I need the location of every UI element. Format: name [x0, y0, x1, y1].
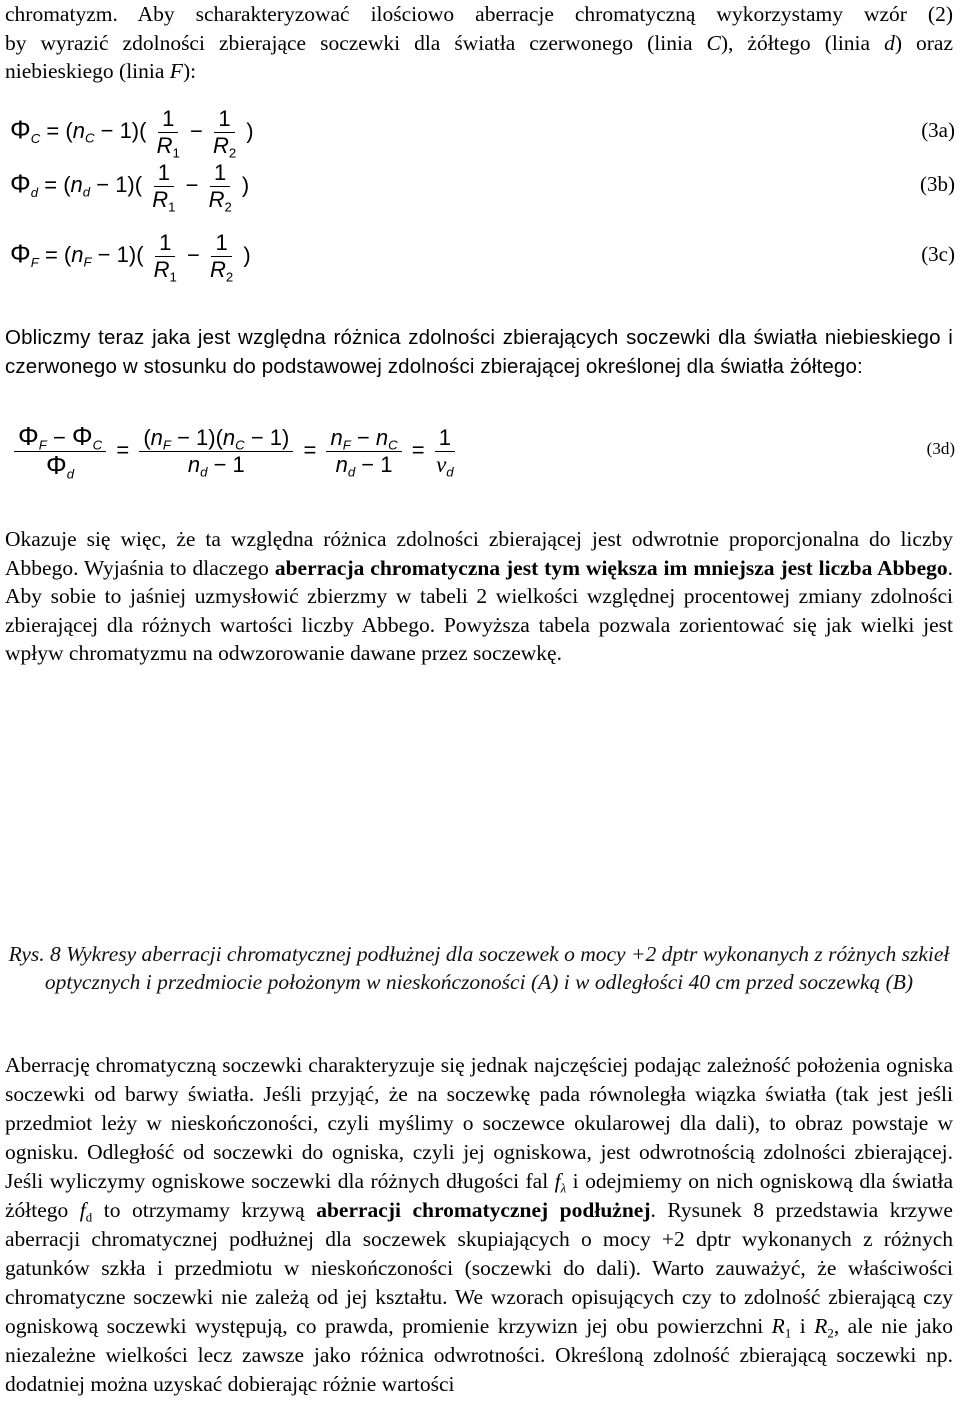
relative-difference-paragraph: Obliczmy teraz jaka jest względna różnica zdolności zbierających soczewki dla światła niebieskiego i czerwonego w stosunku do podstawowej zdolności zbierającej określonej dla światła żółtego:	[5, 326, 953, 378]
intro-paragraph	[5, 0, 953, 86]
equation-3c: $\Phi_F = (n_F - 1)$( $\frac{1}{R_1}$ − $\frac{1}{R_2}$ ) (3c)	[10, 230, 955, 285]
longitudinal-aberration-paragraph: Aberrację chromatyczną soczewki charakteryzuje się jednak najczęściej podając zależność położenia ogniska soczewki od barwy światła. Jeśli przyjąć, że na soczewkę pada równoległa wiązka światła (tak jest jeśli przedmiot leży w nieskończoności, czyli myślimy o soczewce okularowej dla dali), to obraz powstaje w ognisku. Odległość od soczewki do ogniska, czyli jej ogniskowa, jest odwrotnością zdolności zbierającej. Jeśli wyliczymy ogniskowe soczewki dla różnych długości fal $f_\lambda$ i odejmiemy on nich ogniskową dla światła żółtego $f_d$ to otrzymamy krzywą aberracji chromatycznej podłużnej. Rysunek 8 przedstawia krzywe aberracji chromatycznej podłużnej dla soczewek skupiających o mocy +2 dptr wykonanych z różnych gatunków szkła i przedmiotu w nieskończoności (soczewki do dali). Warto zauważyć, że właściwości chromatyczne soczewki nie zależą od jej kształtu. We wzorach opisujących czy to zdolność zbierającą czy ogniskową soczewki występują, co prawda, promienie krzywizn jej obu powierzchni $R_1$ i $R_2$, ale nie jako niezależne wielkości lecz zawsze jako różnica odwrotności. Określoną zdolność zbierającą soczewki np. dodatniej można uzyskać dobierając różnie wartości	[5, 1053, 953, 1396]
intro-line-2: by wyrazić zdolności zbierające soczewki dla światła czerwonego (linia C), żółtego (linia d) oraz	[5, 30, 953, 55]
equation-3a: $\Phi_C = (n_C - 1)$( $\frac{1}{R_1}$ − $\frac{1}{R_2}$ ) (3a)	[10, 106, 955, 161]
equation-3b: $\Phi_d = (n_d - 1)$( $\frac{1}{R_1}$ − $\frac{1}{R_2}$ ) (3b)	[10, 160, 955, 215]
equation-number-3c: (3c)	[921, 242, 955, 266]
figure-8-placeholder	[5, 700, 953, 935]
longitudinal-aberration-emphasis: aberracji chromatycznej podłużnej	[316, 1198, 651, 1222]
figure-8-caption: Rys. 8 Wykresy aberracji chromatycznej podłużnej dla soczewek o mocy +2 dptr wykonanych z różnych szkieł optycznych i przedmiocie położonym w nieskończoności (A) i w odległości 40 cm przed soczewką (B)	[8, 942, 950, 994]
abbe-paragraph: Okazuje się więc, że ta względna różnica zdolności zbierającej jest odwrotnie proporcjonalna do liczby Abbego. Wyjaśnia to dlaczego aberracja chromatyczna jest tym większa im mniejsza jest liczba Abbego. Aby sobie to jaśniej uzmysłowić zbierzmy w tabeli 2 wielkości względnej procentowej zmiany zdolności zbierającej dla różnych wartości liczby Abbego. Powyższa tabela pozwala zorientować się jak wielki jest wpływ chromatyzmu na odwzorowanie dawane przez soczewkę.	[5, 527, 953, 665]
equation-number-3a: (3a)	[921, 118, 955, 142]
equation-3d: $\frac{\Phi_F - \Phi_C}{\Phi_d}$ = $\frac{(n_F - 1)(n_C - 1)}{n_d - 1}$ = $\frac{n_F - n_C}{n_d - 1}$ = $\frac{1}{\nu_d}$ (3d)	[10, 425, 955, 495]
intro-line-1: chromatyzm. Aby scharakteryzować ilościowo aberracje chromatyczną wykorzystamy wzór (2)	[5, 2, 953, 26]
abbe-emphasis: aberracja chromatyczna jest tym większa im mniejsza jest liczba Abbego	[274, 555, 948, 580]
intro-line-3: niebieskiego (linia F):	[5, 59, 197, 83]
equation-number-3d: (3d)	[926, 439, 955, 458]
equation-number-3b: (3b)	[920, 172, 955, 196]
